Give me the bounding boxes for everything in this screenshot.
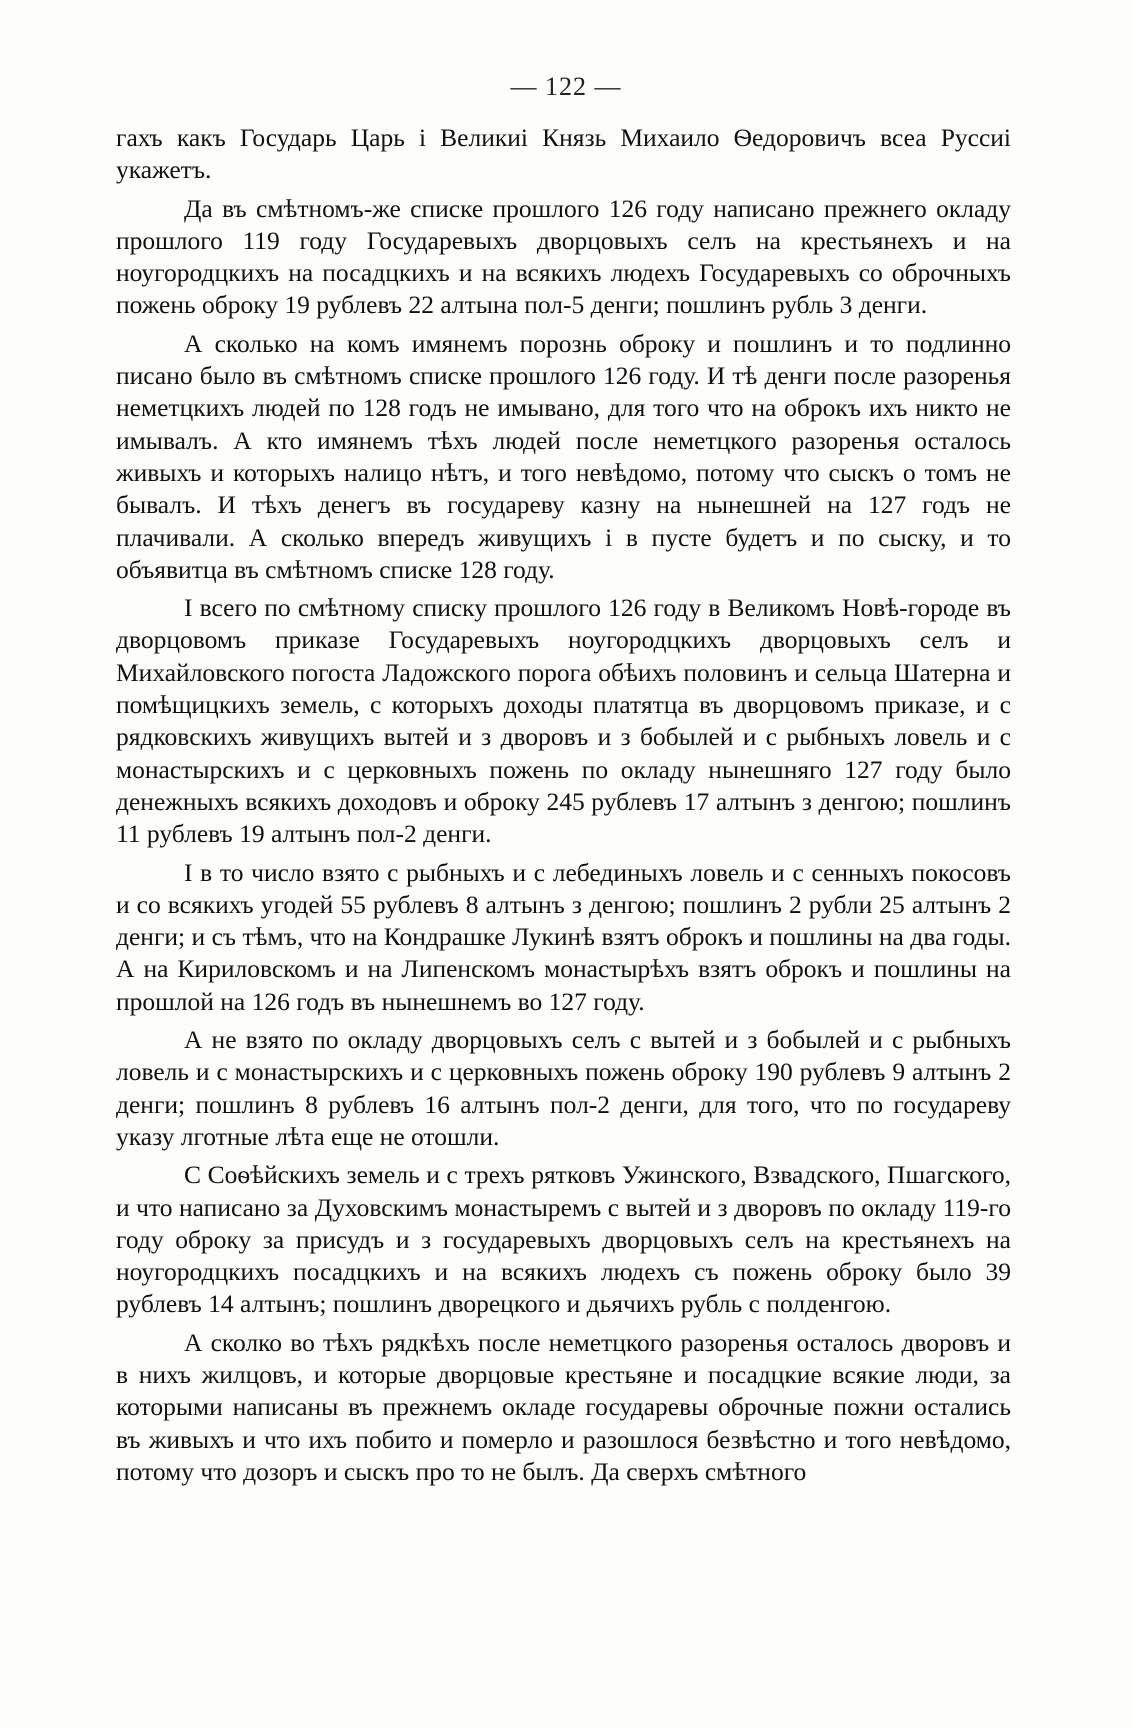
paragraph: І в то число взято с рыбныхъ и с лебединыхъ ловель и с сенныхъ покосовъ и со всякихъ угодей 55 рублевъ 8 алтынъ з денгою; пошлинъ 2 рубли 25 алтынъ 2 денги; и съ тѣмъ, что на Кондрашке Лукинѣ взятъ оброкъ и пошлины на два годы. А на Кириловскомъ и на Липенскомъ монастырѣхъ взятъ оброкъ и пошлины на прошлой на 126 годъ въ нынешнемъ во 127 году. [116,857,1011,1016]
paragraph-continuation: гахъ какъ Государь Царь і Великиі Князь Михаило Ѳедоровичъ всеа Руссиі укажетъ. [116,123,1011,185]
main-text [116,122,1011,1488]
page-number: — 122 — [510,72,622,101]
paragraph: І всего по смѣтному списку прошлого 126 году в Великомъ Новѣ-городе въ дворцовомъ приказе Государевыхъ ноугородцкихъ дворцовыхъ селъ и Михайловского погоста Ладожского порога обѣихъ половинъ и сельца Шатерна и помѣщицкихъ земель, с которыхъ доходы платятца въ дворцовомъ приказе, и с рядковскихъ живущихъ вытей и з дворовъ и з бобылей и с рыбныхъ ловель и с монастырскихъ и с церковныхъ пожень по окладу нынешняго 127 году было денежныхъ всякихъ доходовъ и оброку 245 рублевъ 17 алтынъ з денгою; пошлинъ 11 рублевъ 19 алтынъ пол-2 денги. [116,593,1011,849]
paragraph: Да въ смѣтномъ-же списке прошлого 126 году написано прежнего окладу прошлого 119 году Государевыхъ дворцовыхъ селъ на крестьянехъ и на ноугородцкихъ на посадцкихъ и на всякихъ людехъ Государевыхъ со оброчныхъ пожень оброку 19 рублевъ 22 алтына пол-5 денги; пошлинъ рубль 3 денги. [116,193,1011,320]
paragraph: А не взято по окладу дворцовыхъ селъ с вытей и з бобылей и с рыбныхъ ловель и с монастырскихъ и с церковныхъ пожень оброку 190 рублевъ 9 алтынъ 2 денги; пошлинъ 8 рублевъ 16 алтынъ пол-2 денги, для того, что по государеву указу лготные лѣта еще не отошли. [116,1025,1011,1151]
paragraph: С Соѳѣйскихъ земель и с трехъ рятковъ Ужинского, Взвадского, Пшагского, и что написано за Духовскимъ монастыремъ с вытей и з дворовъ по окладу 119-го году оброку за присудъ и з государевыхъ дворцовыхъ селъ на крестьянехъ на ноугородцкихъ посадцкихъ и на всякихъ людехъ съ пожень оброку было 39 рублевъ 14 алтынъ; пошлинъ дворецкого и дьячихъ рубль с полденгою. [116,1160,1011,1319]
paragraph: А сколько на комъ имянемъ порознь оброку и пошлинъ и то подлинно писано было въ смѣтномъ списке прошлого 126 году. И тѣ денги после разоренья неметцкихъ людей по 128 годъ не имывано, для того что на оброкъ ихъ никто не имывалъ. А кто имянемъ тѣхъ людей после неметцкого разоренья осталось живыхъ и которыхъ налицо нѣтъ, и того невѣдомо, потому что сыскъ о томъ не бывалъ. И тѣхъ денегъ въ государеву казну на нынешней на 127 годъ не плачивали. А сколько впередъ живущихъ і в пусте будетъ и по сыску, и то объявитца въ смѣтномъ списке 128 году. [116,328,1011,584]
paragraph: А сколко во тѣхъ рядкѣхъ после неметцкого разоренья осталось дворовъ и в нихъ жилцовъ, и которые дворцовые крестьяне и посадцкие всякие люди, за которыми написаны въ прежнемъ окладе государевы оброчные пожни остались въ живыхъ и что ихъ побито и померло и разошлося безвѣстно и того невѣдомо, потому что дозоръ и сыскъ про то не былъ. Да сверхъ смѣтного [116,1327,1011,1486]
